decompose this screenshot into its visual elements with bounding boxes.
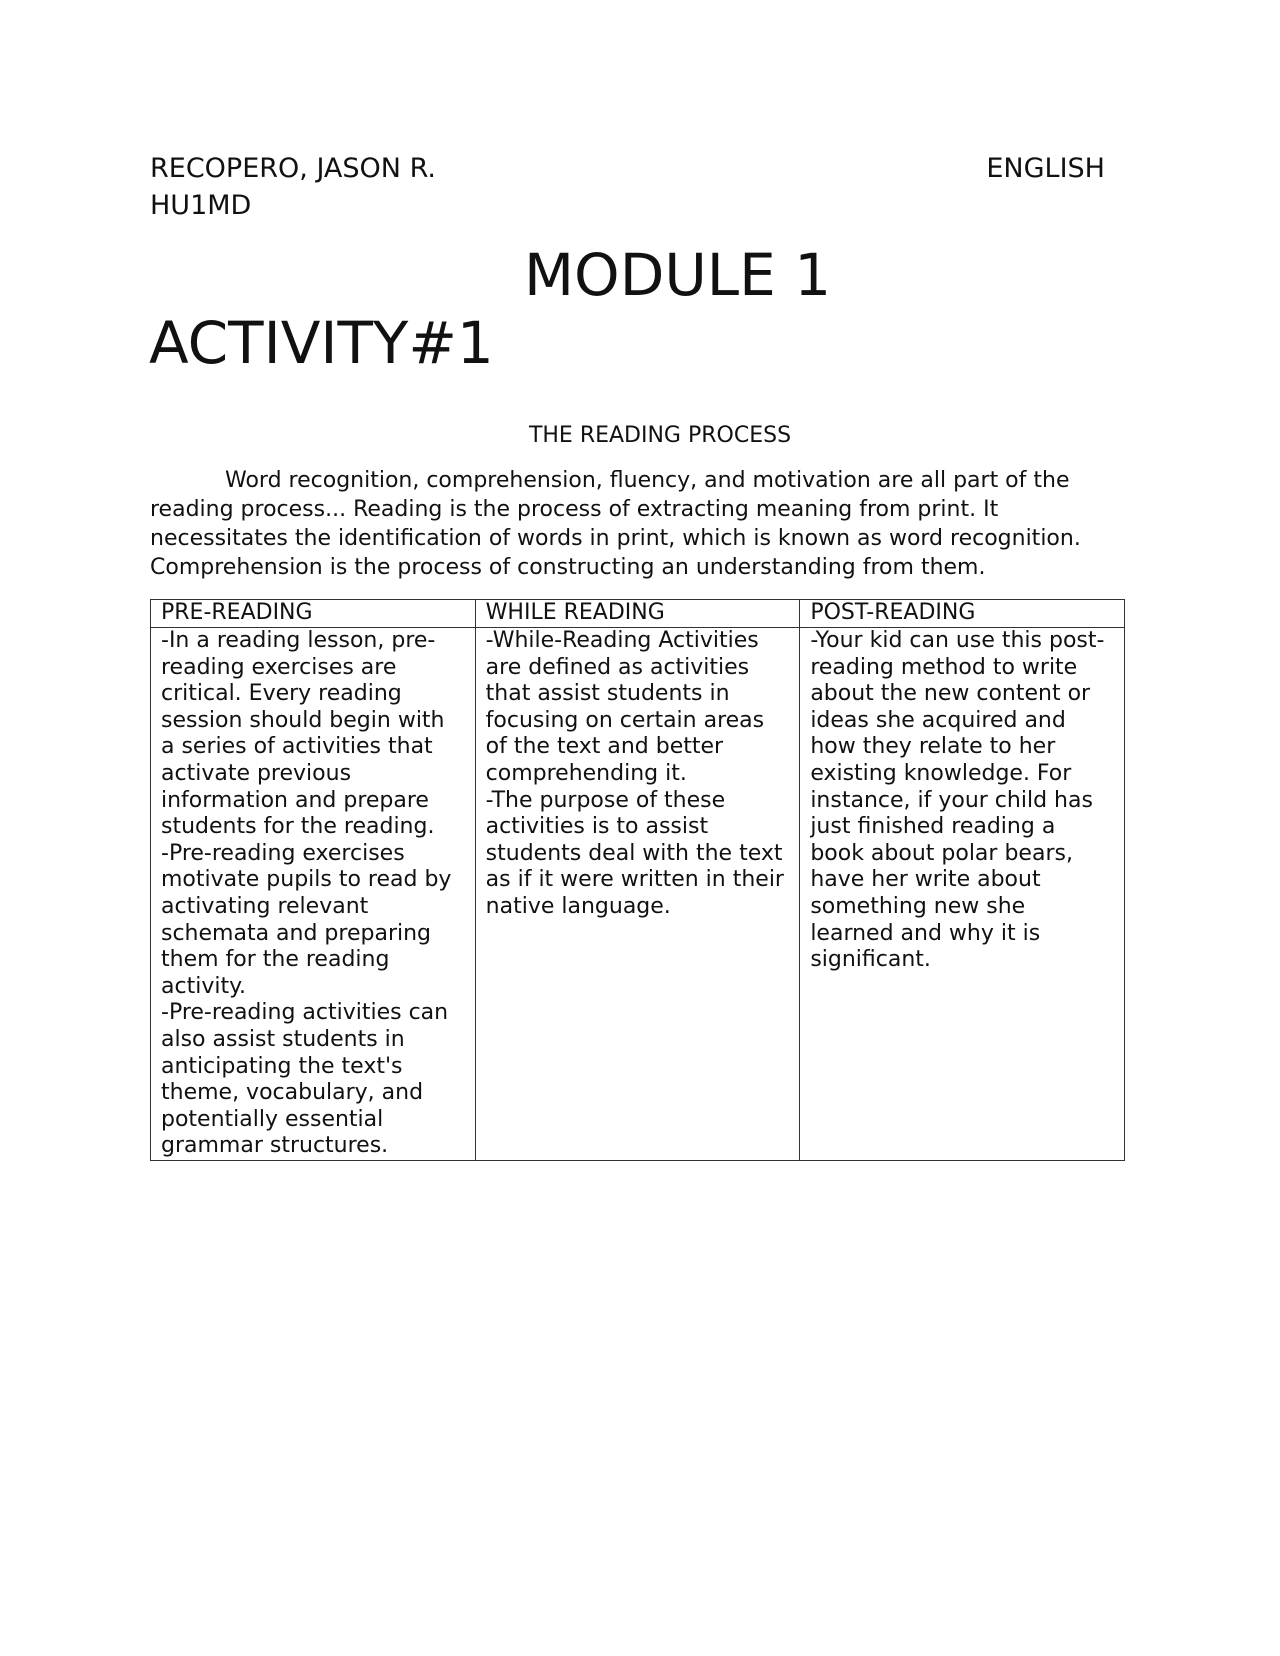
column-header-post-reading: POST-READING xyxy=(800,600,1125,628)
pre-reading-point: -Pre-reading exercises motivate pupils to read by activating relevant schemata and preparing them for the reading activity. xyxy=(161,840,452,999)
while-reading-point: -While-Reading Activities are defined as activities that assist students in focusing on certain areas of the text and better comprehending it. xyxy=(485,628,765,786)
column-header-pre-reading: PRE-READING xyxy=(151,600,476,628)
reading-stages-table xyxy=(150,599,1125,1161)
while-reading-cell xyxy=(475,628,800,1161)
column-header-while-reading: WHILE READING xyxy=(475,600,800,628)
pre-reading-point: -In a reading lesson, pre-reading exercises are critical. Every reading session should begin with a series of activities that activate previous information and prepare students for the reading. xyxy=(161,628,445,840)
intro-paragraph xyxy=(150,466,1130,582)
module-title: MODULE 1 xyxy=(524,241,832,309)
student-name: RECOPERO, JASON R. xyxy=(150,153,436,184)
section-heading: THE READING PROCESS xyxy=(528,423,792,448)
table-row xyxy=(151,628,1125,1161)
activity-title: ACTIVITY#1 xyxy=(149,309,494,377)
post-reading-point: -Your kid can use this post-reading method to write about the new content or ideas she acquired and how they relate to her existing knowledge. For instance, if your child has just finished reading a book about polar bears, have her write about something new she learned and why it is significant. xyxy=(810,628,1105,973)
post-reading-cell xyxy=(800,628,1125,1161)
subject-label: ENGLISH xyxy=(986,153,1105,184)
while-reading-point: -The purpose of these activities is to assist students deal with the text as if it were written in their native language. xyxy=(485,787,784,919)
intro-text: Word recognition, comprehension, fluency, and motivation are all part of the reading process... Reading is the process of extracting meaning from print. It necessitates the identification of words in print, which is known as word recognition. Comprehension is the process of constructing an understanding from them. xyxy=(150,468,1081,580)
section-code: HU1MD xyxy=(150,190,252,221)
table-header-row xyxy=(151,600,1125,628)
pre-reading-point: -Pre-reading activities can also assist students in anticipating the text's theme, vocabulary, and potentially essential grammar structures. xyxy=(161,1000,449,1159)
pre-reading-cell xyxy=(151,628,476,1161)
